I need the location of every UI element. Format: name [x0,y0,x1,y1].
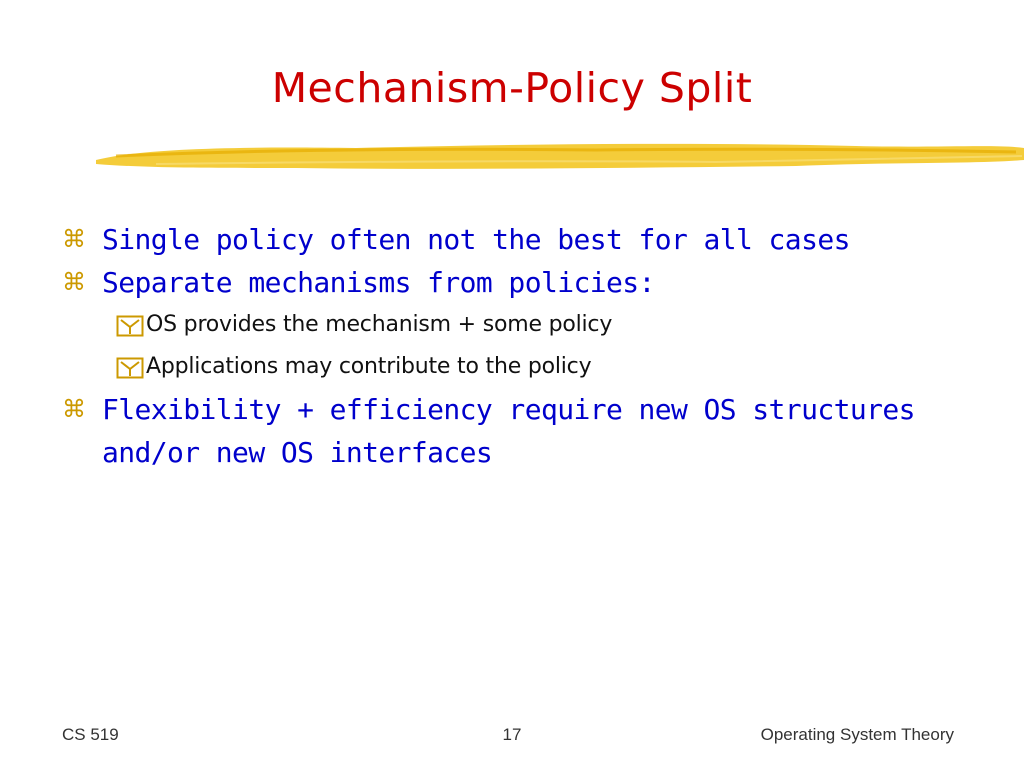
footer-page-number: 17 [502,725,522,744]
sub-bullet-item [114,304,962,346]
bullet-item [62,388,962,474]
bullet-text: Separate mechanisms from policies: [102,266,655,299]
bullet-item [62,218,962,261]
bullet-item [62,261,962,304]
checked-box-icon [116,315,144,337]
checked-box-icon [116,357,144,379]
slide-title: Mechanism-Policy Split [271,64,753,112]
sub-bullet-text: OS provides the mechanism + some policy [146,312,613,337]
slide-content [62,218,962,474]
command-key-icon: ⌘ [62,268,86,296]
footer-course-label: CS 519 [62,725,119,744]
command-key-icon: ⌘ [62,395,86,423]
sub-bullet-text: Applications may contribute to the policy [146,354,592,379]
command-key-icon: ⌘ [62,225,86,253]
sub-bullet-item [114,346,962,388]
bullet-text: Flexibility + efficiency require new OS structures and/or new OS interfaces [102,393,915,469]
footer-course-title: Operating System Theory [760,725,954,744]
title-underline-brush [96,138,1024,178]
bullet-text: Single policy often not the best for all cases [102,223,850,256]
